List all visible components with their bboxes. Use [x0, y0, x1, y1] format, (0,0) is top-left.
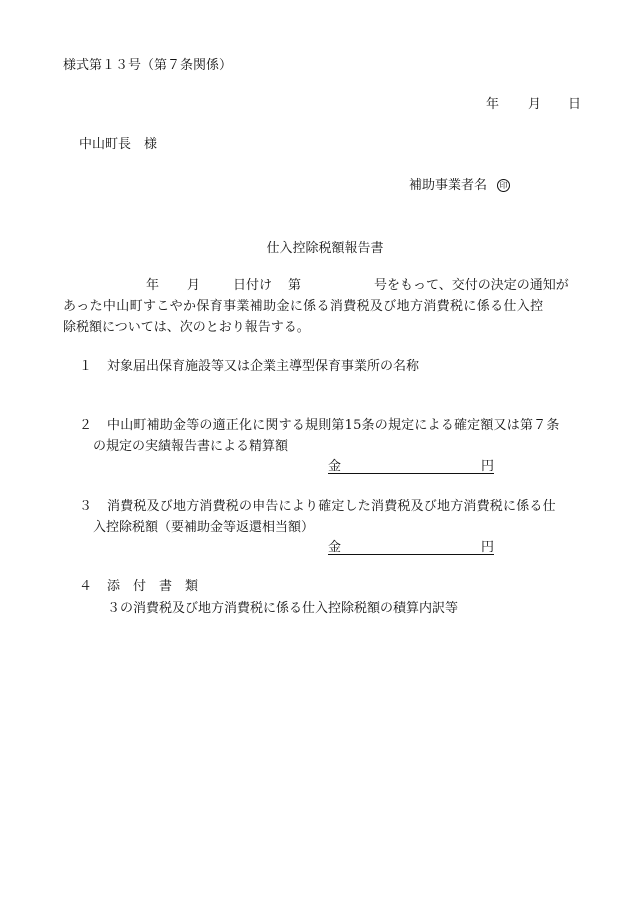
item-3-amount-suffix: 円	[480, 540, 494, 555]
item-3-amount-prefix: 金	[328, 540, 342, 555]
item-2-text-line2: の規定の実績報告書による精算額	[93, 439, 289, 454]
item-2-amount-field	[328, 459, 494, 474]
item-3-text-line1: 消費税及び地方消費税の申告により確定した消費税及び地方消費税に係る仕	[107, 499, 556, 514]
intro-year-label: 年	[146, 278, 160, 293]
addressee: 中山町長 様	[79, 137, 158, 152]
item-2-text-line1: 中山町補助金等の適正化に関する規則第15条の規定による確定額又は第７条	[107, 418, 560, 433]
intro-line2: あった中山町すこやか保育事業補助金に係る消費税及び地方消費税に係る仕入控	[63, 299, 544, 314]
intro-line3: 除税額については、次のとおり報告する。	[63, 320, 310, 335]
intro-line1-rest: 号をもって、交付の決定の通知が	[374, 278, 569, 293]
item-2-number: ２	[79, 418, 93, 433]
form-number: 様式第１３号（第７条関係）	[63, 58, 233, 73]
item-4-number: ４	[79, 579, 93, 594]
applicant-label: 補助事業者名	[409, 178, 488, 193]
intro-number-prefix: 第	[288, 278, 302, 293]
intro-date-suffix: 日付け	[233, 278, 273, 293]
item-1-number: １	[79, 359, 93, 374]
intro-month-label: 月	[187, 278, 201, 293]
item-2-amount-prefix: 金	[328, 459, 342, 474]
document-title-text: 仕入控除税額報告書	[266, 241, 384, 256]
date-year-label: 年	[486, 97, 500, 112]
item-3-text-line2: 入控除税額（要補助金等返還相当額）	[93, 520, 315, 535]
date-month-label: 月	[528, 97, 542, 112]
document-title	[0, 237, 630, 256]
item-3-number: ３	[79, 499, 93, 514]
item-3-amount-field	[328, 540, 494, 555]
item-2-amount-suffix: 円	[480, 459, 494, 474]
item-4-sub-text: ３の消費税及び地方消費税に係る仕入控除税額の積算内訳等	[107, 601, 459, 616]
item-4-text: 添 付 書 類	[107, 579, 199, 594]
seal-mark: 印	[497, 179, 510, 192]
date-line	[486, 98, 499, 111]
date-day-label: 日	[568, 97, 582, 112]
applicant-line	[409, 179, 510, 192]
item-1-text: 対象届出保育施設等又は企業主導型保育事業所の名称	[107, 359, 420, 374]
